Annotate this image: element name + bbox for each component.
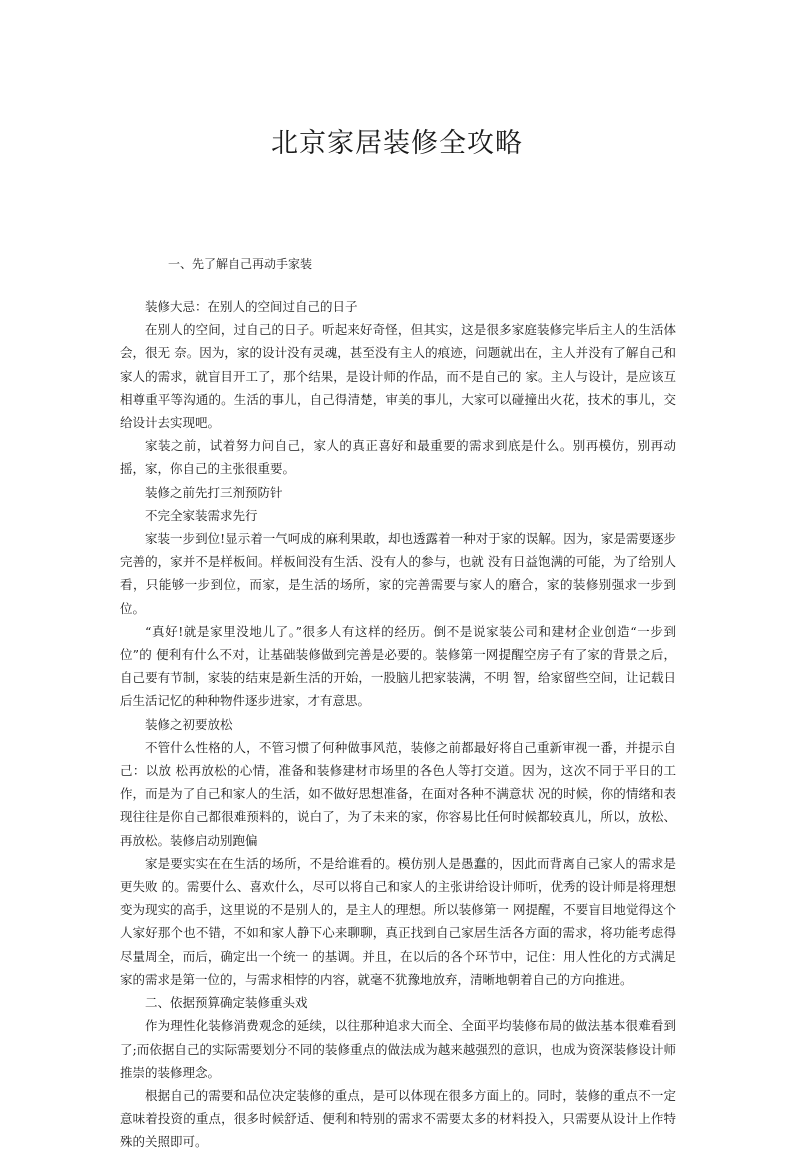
subheading-prevention: 装修之前先打三剂预防针 <box>145 484 283 500</box>
paragraph: 根据自己的需要和品位决定装修的重点，是可以体现在很多方面上的。同时，装修的重点不一定意味着投资的重点，很多时候舒适、便利和特别的需求不需要太多的材料投入，只需要从设计上作特殊的关照即可。 <box>120 1087 676 1150</box>
paragraph: 家是要实实在在生活的场所，不是给谁看的。模仿别人是愚蠢的，因此而背离自己家人的需求是更失败 的。需要什么、喜欢什么，尽可以将自己和家人的主张讲给设计师听，优秀的设计师是将理想变为现实的高手，这里说的不是别人的，是主人的理想。所以装修第一 网提醒，不要盲目地觉得这个人家好那个也不错，不如和家人静下心来聊聊，真正找到自己家居生活各方面的需求，将功能考虑得尽量周全，而后，确定出一个统一 的基调。并且，在以后的各个环节中，记住：用人性化的方式满足家的需求是第一位的，与需求相悖的内容，就毫不犹豫地放弃，清晰地朝着自己的方向推进。 <box>120 855 676 987</box>
subheading-relax: 装修之初要放松 <box>145 716 233 732</box>
document-body <box>120 295 676 1154</box>
paragraph: 家装一步到位!显示着一气呵成的麻利果敢，却也透露着一种对于家的误解。因为，家是需要逐步完善的，家并不是样板间。样板间没有生活、没有人的参与，也就 没有日益饱满的可能，为了给别人看，只能够一步到位，而家，是生活的场所，家的完善需要与家人的磨合，家的装修别强求一步到位。 <box>120 531 676 616</box>
section-heading-2: 二、依据预算确定装修重头戏 <box>145 995 308 1011</box>
document-title: 北京家居装修全攻略 <box>271 128 523 159</box>
paragraph: 不管什么性格的人，不管习惯了何种做事风范，装修之前都最好将自己重新审视一番，并提示自己：以放 松再放松的心情，准备和装修建材市场里的各色人等打交道。因为，这次不同于平日的工作，而是为了自己和家人的生活，如不做好思想准备，在面对各种不满意状 况的时候，你的情绪和表现往往是你自己都很难预料的，说白了，为了未来的家，你容易比任何时候都较真儿，所以，放松、再放松。装修启动别跑偏 <box>120 739 676 848</box>
paragraph: “真好!就是家里没地儿了。”很多人有这样的经历。倒不是说家装公司和建材企业创造“一步到位”的 便利有什么不对，让基础装修做到完善是必要的。装修第一网提醒空房子有了家的背景之后，自己要有节制，家装的结束是新生活的开始，一股脑儿把家装满，不明 智，给家留些空间，让记载日后生活记忆的种种物件逐步进家，才有意思。 <box>120 623 676 709</box>
subheading-needs-first: 不完全家装需求先行 <box>145 507 258 523</box>
subheading-taboo: 装修大忌：在别人的空间过自己的日子 <box>145 299 358 314</box>
paragraph: 作为理性化装修消费观念的延续，以往那种追求大而全、全面平均装修布局的做法基本很难看到了;而依据自己的实际需要划分不同的装修重点的做法成为越来越强烈的意识，也成为资深装修设计师推崇的装修理念。 <box>120 1018 676 1080</box>
paragraph: 在别人的空间，过自己的日子。听起来好奇怪，但其实，这是很多家庭装修完毕后主人的生活体会，很无 奈。因为，家的设计没有灵魂，甚至没有主人的痕迹，问题就出在，主人并没有了解自己和家人的需求，就盲目开工了，那个结果，是设计师的作品，而不是自己的 家。主人与设计，是应该互相尊重平等沟通的。生活的事儿，自己得清楚，审美的事儿，大家可以碰撞出火花，技术的事儿，交给设计去实现吧。 <box>120 322 676 431</box>
paragraph: 家装之前，试着努力问自己，家人的真正喜好和最重要的需求到底是什么。别再模仿，别再动摇，家，你自己的主张很重要。 <box>120 438 676 477</box>
section-heading-1: 一、先了解自己再动手家装 <box>168 257 313 271</box>
